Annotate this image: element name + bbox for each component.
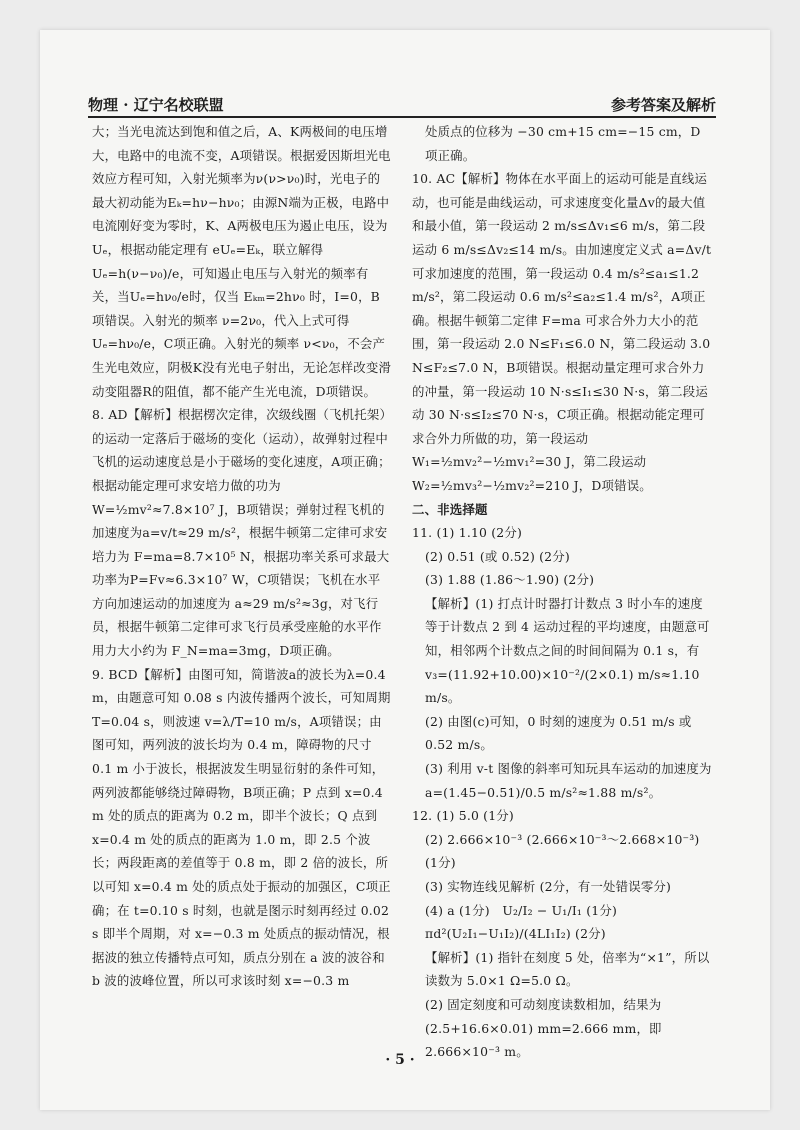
q12-line: 12. (1) 5.0 (1分) (412, 808, 514, 824)
q11-explanation: (3) 利用 v-t 图像的斜率可知玩具车运动的加速度为 a=(1.45−0.51)/0.5 m/s²≈1.88 m/s²。 (425, 761, 712, 800)
page-header (88, 92, 716, 118)
q11-line: (2) 0.51 (或 0.52) (2分) (425, 548, 570, 564)
header-title: 参考答案及解析 (610, 96, 716, 114)
q11-explanation: (2) 由图(c)可知，0 时刻的速度为 0.51 m/s 或 0.52 m/s。 (425, 713, 692, 753)
q9-answer: 9. BCD【解析】由图可知，简谐波a的波长为λ=0.4 m，由题意可知 0.08 s 内波传播两个波长，可知周期T=0.04 s，则波速 v=λ/T=10 m/s，A项错误；由图可知，两列波的波长均为 0.4 m，障碍物的尺寸 0.1 m 小于波长，根据波发生明显衍射的条件可知，两列波都能够绕过障碍物，B项正确；P 点到 x=0.4 m 处的质点的距离为 0.2 m，即半个波长；Q 点到 x=0.4 m 处的质点的距离为 1.0 m，即 2.5 个波长；两段距离的差值等于 0.8 m，即 2 倍的波长，所以可知 x=0.4 m 处的质点处于振动的加强区，C项正确；在 t=0.10 s 时刻，也就是图示时刻再经过 0.02 s 即半个周期，对 x=−0.3 m 处质点的振动情况，根据波的独立传播特点可知，质点分别在 a 波的波谷和 b 波的波峰位置，所以可求该时刻 x=−0.3 m (92, 666, 391, 989)
q12-line: (2) 2.666×10⁻³ (2.666×10⁻³～2.668×10⁻³) (1分) (425, 831, 700, 871)
q11-line: (3) 1.88 (1.86～1.90) (2分) (425, 572, 595, 588)
q10-answer: 10. AC【解析】物体在水平面上的运动可能是直线运动，也可能是曲线运动，可求速度变化量Δv的最大值和最小值，第一段运动 2 m/s≤Δv₁≤6 m/s，第二段运动 6 m/s≤Δv₂≤14 m/s。由加速度定义式 a=Δv/t 可求加速度的范围，第一段运动 0.4 m/s²≤a₁≤1.2 m/s²，第二段运动 0.6 m/s²≤a₂≤1.4 m/s²，A项正确。根据牛顿第二定律 F=ma 可求合外力大小的范围，第一段运动 2.0 N≤F₁≤6.0 N，第二段运动 3.0 N≤F₂≤7.0 N，B项错误。根据动量定理可求合外力的冲量，第一段运动 10 N·s≤I₁≤30 N·s，第二段运动 30 N·s≤I₂≤70 N·s，C项正确。根据动能定理可求合外力所做的功，第一段运动 W₁=½mv₂²−½mv₁²=30 J，第二段运动 W₂=½mv₃²−½mv₂²=210 J，D项错误。 (412, 171, 712, 493)
header-subject: 物理 · 辽宁名校联盟 (88, 96, 224, 114)
page-number: · 5 · (385, 1052, 415, 1068)
q12-explanation: (2) 固定刻度和可动刻度读数相加，结果为 (2.5+16.6×0.01) mm=2.666 mm，即 2.666×10⁻³ m。 (425, 996, 662, 1060)
q11-explanation: 【解析】(1) 打点计时器打计数点 3 时小车的速度等于计数点 2 到 4 运动过程的平均速度，由题意可知，相邻两个计数点之间的时间间隔为 0.1 s，有 v₃=(11.92+10.00)×10⁻²/(2×0.1) m/s≈1.10 m/s。 (425, 595, 710, 706)
q12-explanation: 【解析】(1) 指针在刻度 5 处，倍率为“×1”，所以读数为 5.0×1 Ω=5.0 Ω。 (425, 949, 710, 989)
q12-line: (4) a (1分) U₂/I₂ − U₁/I₁ (1分) πd²(U₂I₁−U₁I₂)/(4LI₁I₂) (2分) (425, 902, 630, 942)
q7-continuation: 大；当光电流达到饱和值之后，A、K两极间的电压增大，电路中的电流不变，A项错误。根据爱因斯坦光电效应方程可知，入射光频率为ν(ν>ν₀)时，光电子的最大初动能为Eₖ=hν−hν₀；由源N端为正极，电路中电流刚好变为零时，K、A两极电压为遏止电压，设为Uₑ，根据动能定理有 eUₑ=Eₖ，联立解得 Uₑ=h(ν−ν₀)/e，可知遏止电压与入射光的频率有关，当Uₑ=hν₀/e时，仅当 Eₖₘ=2hν₀ 时，I=0，B项错误。入射光的频率 ν=2ν₀，代入上式可得Uₑ=hν₀/e，C项正确。入射光的频率 ν<ν₀，不会产生光电效应，阴极K没有光电子射出，无论怎样改变滑动变阻器R的阻值，都不能产生光电流，D项错误。 (92, 124, 392, 399)
right-column (412, 120, 712, 1064)
q12-line: (3) 实物连线见解析 (2分，有一处错误零分) (425, 879, 672, 894)
q8-answer: 8. AD【解析】根据楞次定律，次级线圈（飞机托架）的运动一定落后于磁场的变化（运动），故弹射过程中飞机的运动速度总是小于磁场的变化速度，A项正确；根据动能定理可求安培力做的功为 W=½mv²≈7.8×10⁷ J，B项错误；弹射过程飞机的加速度为a=v/t≈29 m/s²，根据牛顿第二定律可求安培力为 F=ma=8.7×10⁵ N，根据功率关系可求最大功率为P=Fv≈6.3×10⁷ W，C项错误；飞机在水平方向加速运动的加速度为 a≈29 m/s²≈3g，对飞行员，根据牛顿第二定律可求飞行员承受座舱的水平作用力大小约为 F_N=ma=3mg，D项正确。 (92, 407, 391, 659)
q11-line: 11. (1) 1.10 (2分) (412, 525, 523, 541)
left-column (92, 120, 392, 993)
q9-continuation: 处质点的位移为 −30 cm+15 cm=−15 cm，D项正确。 (425, 124, 701, 163)
section-heading: 二、非选择题 (412, 501, 488, 517)
